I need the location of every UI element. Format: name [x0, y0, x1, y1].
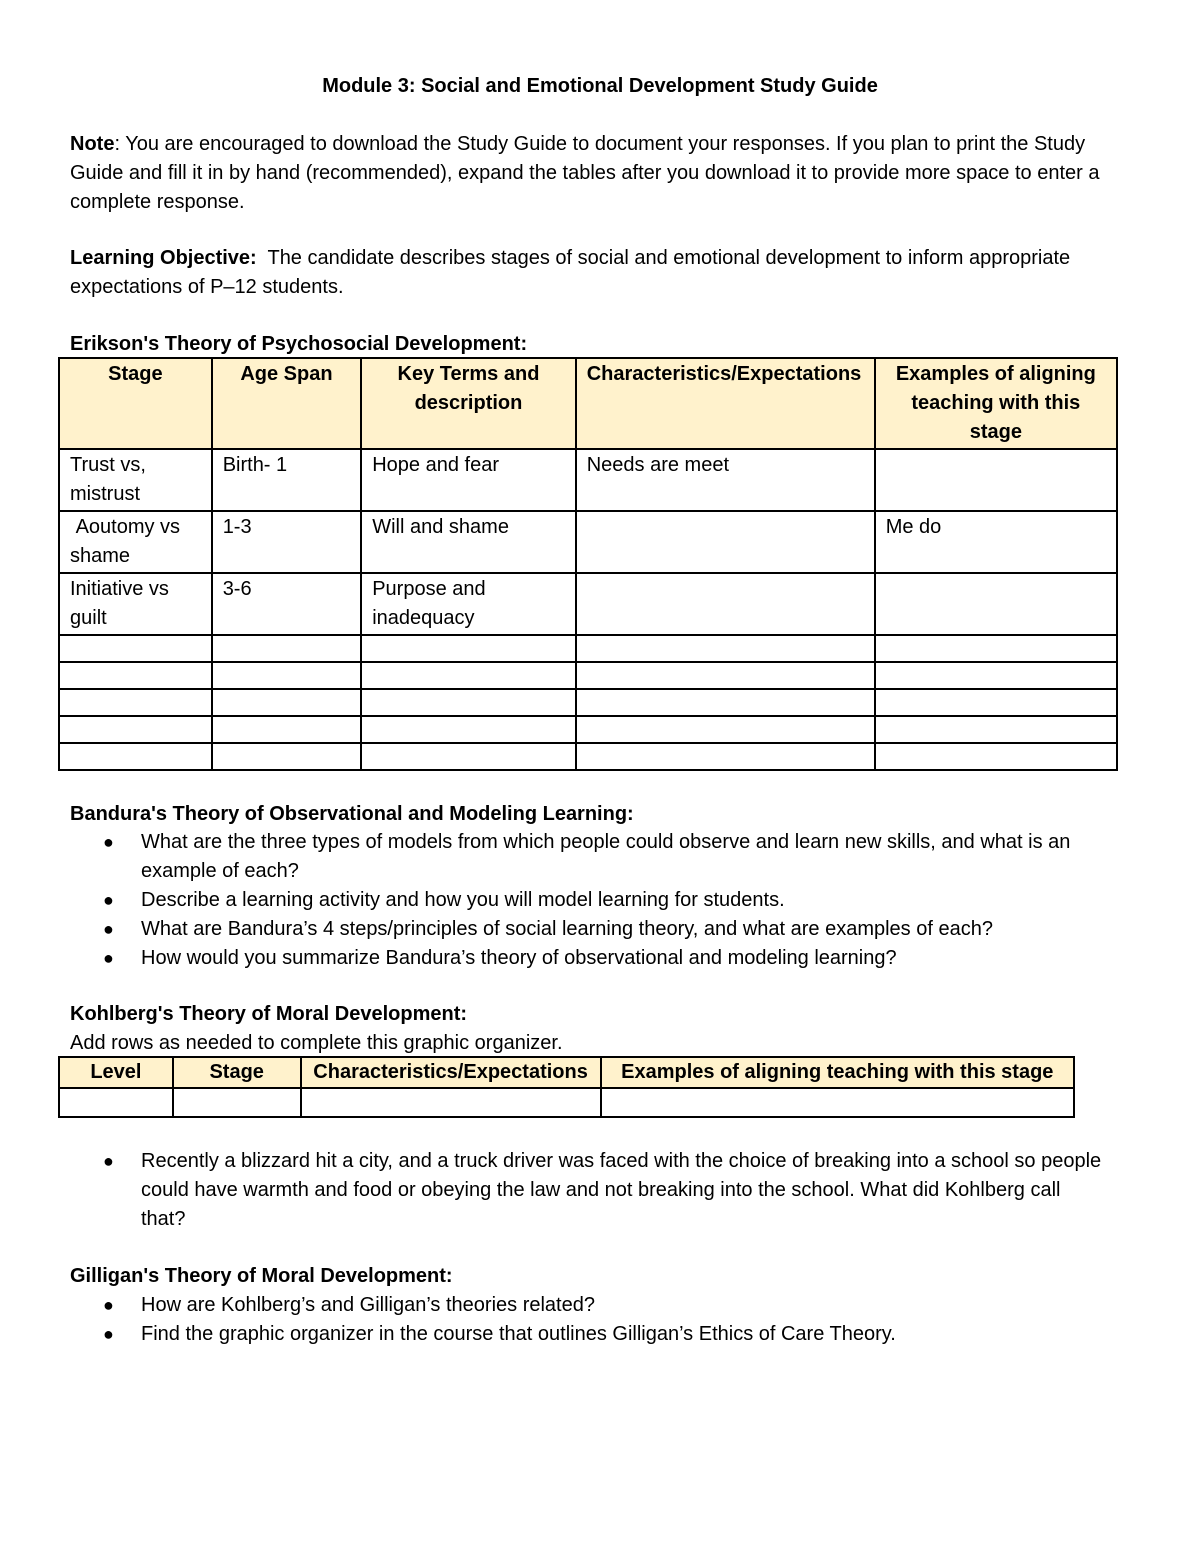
cell-age-span[interactable]: 3-6: [212, 573, 362, 635]
table-header-row: [59, 1057, 1074, 1088]
empty-cell[interactable]: [59, 716, 212, 743]
table-row: [59, 511, 1117, 573]
objective-text: The candidate describes stages of social and emotional development to inform appropriate expectations of P–12 students.: [70, 247, 1076, 298]
erikson-heading: Erikson's Theory of Psychosocial Development:: [70, 333, 528, 355]
gilligan-heading: Gilligan's Theory of Moral Development:: [70, 1265, 453, 1287]
page-title: Module 3: Social and Emotional Development Study Guide: [322, 75, 878, 97]
list-item-text: How would you summarize Bandura’s theory of observational and modeling learning?: [141, 947, 897, 969]
empty-cell[interactable]: [59, 635, 212, 662]
bullet-icon: ●: [103, 1324, 114, 1344]
empty-cell[interactable]: [361, 716, 576, 743]
cell-key-terms[interactable]: Will and shame: [361, 511, 576, 573]
empty-cell[interactable]: [361, 635, 576, 662]
kohlberg-table: [58, 1056, 1075, 1118]
header-characteristics: Characteristics/Expectations: [301, 1057, 601, 1088]
header-examples: Examples of aligning teaching with this stage: [875, 358, 1117, 449]
empty-cell[interactable]: [875, 689, 1117, 716]
empty-cell[interactable]: [576, 662, 875, 689]
empty-cell[interactable]: [212, 689, 362, 716]
cell-characteristics[interactable]: [576, 573, 875, 635]
bullet-icon: ●: [103, 1151, 114, 1171]
list-item-text: How are Kohlberg’s and Gilligan’s theories related?: [141, 1294, 595, 1316]
cell-key-terms[interactable]: Purpose and inadequacy: [361, 573, 576, 635]
note-label: Note: [70, 133, 115, 155]
empty-cell[interactable]: [361, 689, 576, 716]
empty-cell[interactable]: [875, 635, 1117, 662]
empty-cell[interactable]: [361, 743, 576, 770]
list-item: [70, 1320, 1130, 1349]
table-header-row: [59, 358, 1117, 449]
empty-cell[interactable]: [173, 1088, 301, 1117]
bullet-icon: ●: [103, 919, 114, 939]
empty-cell[interactable]: [59, 1088, 173, 1117]
list-item-text: What are the three types of models from which people could observe and learn new skills, and what is an example of each?: [141, 831, 1071, 882]
bullet-icon: ●: [103, 1295, 114, 1315]
table-row: [59, 573, 1117, 635]
empty-cell[interactable]: [576, 635, 875, 662]
list-item: [70, 1147, 1110, 1234]
empty-cell[interactable]: [212, 743, 362, 770]
empty-cell[interactable]: [875, 662, 1117, 689]
empty-cell[interactable]: [212, 662, 362, 689]
empty-table-row: [59, 1088, 1074, 1117]
empty-cell[interactable]: [576, 716, 875, 743]
list-item: [70, 915, 1130, 944]
list-item-text: What are Bandura’s 4 steps/principles of social learning theory, and what are examples of each?: [141, 918, 993, 940]
cell-characteristics[interactable]: Needs are meet: [576, 449, 875, 511]
cell-age-span[interactable]: 1-3: [212, 511, 362, 573]
list-item-text: Describe a learning activity and how you will model learning for students.: [141, 889, 785, 911]
table-row: [59, 449, 1117, 511]
empty-cell[interactable]: [576, 689, 875, 716]
bullet-icon: ●: [103, 890, 114, 910]
empty-cell[interactable]: [59, 743, 212, 770]
empty-table-row: [59, 635, 1117, 662]
empty-cell[interactable]: [875, 716, 1117, 743]
empty-cell[interactable]: [212, 635, 362, 662]
empty-cell[interactable]: [576, 743, 875, 770]
cell-stage[interactable]: Initiative vs guilt: [59, 573, 212, 635]
empty-table-row: [59, 743, 1117, 770]
kohlberg-heading: Kohlberg's Theory of Moral Development:: [70, 1003, 468, 1025]
list-item: [70, 1291, 1130, 1320]
cell-characteristics[interactable]: [576, 511, 875, 573]
header-level: Level: [59, 1057, 173, 1088]
bandura-question-list: [70, 828, 1130, 973]
bandura-heading: Bandura's Theory of Observational and Modeling Learning:: [70, 803, 634, 825]
empty-cell[interactable]: [301, 1088, 601, 1117]
cell-age-span[interactable]: Birth- 1: [212, 449, 362, 511]
objective-label: Learning Objective:: [70, 247, 257, 269]
list-item: [70, 944, 1130, 973]
note-text: : You are encouraged to download the Study Guide to document your responses. If you plan to print the Study Guide and fill it in by hand (recommended), expand the tables after you download it to provide more space to enter a complete response.: [70, 133, 1100, 213]
empty-cell[interactable]: [601, 1088, 1074, 1117]
header-stage: Stage: [59, 358, 212, 449]
cell-examples[interactable]: [875, 449, 1117, 511]
learning-objective: [70, 244, 1130, 302]
list-item-text: Find the graphic organizer in the course that outlines Gilligan’s Ethics of Care Theory.: [141, 1323, 896, 1345]
note-paragraph: [70, 130, 1130, 217]
empty-table-row: [59, 662, 1117, 689]
empty-cell[interactable]: [361, 662, 576, 689]
cell-examples[interactable]: [875, 573, 1117, 635]
gilligan-question-list: [70, 1291, 1130, 1349]
cell-stage[interactable]: Aoutomy vs shame: [59, 511, 212, 573]
kohlberg-question-list: [70, 1147, 1110, 1234]
bullet-icon: ●: [103, 832, 114, 852]
header-key-terms: Key Terms and description: [361, 358, 576, 449]
header-examples: Examples of aligning teaching with this stage: [601, 1057, 1074, 1088]
header-stage: Stage: [173, 1057, 301, 1088]
list-item-text: Recently a blizzard hit a city, and a truck driver was faced with the choice of breaking into a school so people could have warmth and food or obeying the law and not breaking into the school. What did Kohlberg call that?: [141, 1150, 1102, 1230]
list-item: [70, 828, 1130, 886]
bullet-icon: ●: [103, 948, 114, 968]
header-characteristics: Characteristics/Expectations: [576, 358, 875, 449]
cell-key-terms[interactable]: Hope and fear: [361, 449, 576, 511]
erikson-table: [58, 357, 1118, 771]
empty-table-row: [59, 689, 1117, 716]
list-item: [70, 886, 1130, 915]
empty-cell[interactable]: [59, 662, 212, 689]
kohlberg-instructions: Add rows as needed to complete this graphic organizer.: [70, 1032, 563, 1054]
empty-table-row: [59, 716, 1117, 743]
empty-cell[interactable]: [875, 743, 1117, 770]
empty-cell[interactable]: [59, 689, 212, 716]
empty-cell[interactable]: [212, 716, 362, 743]
header-age-span: Age Span: [212, 358, 362, 449]
cell-examples[interactable]: Me do: [875, 511, 1117, 573]
cell-stage[interactable]: Trust vs, mistrust: [59, 449, 212, 511]
